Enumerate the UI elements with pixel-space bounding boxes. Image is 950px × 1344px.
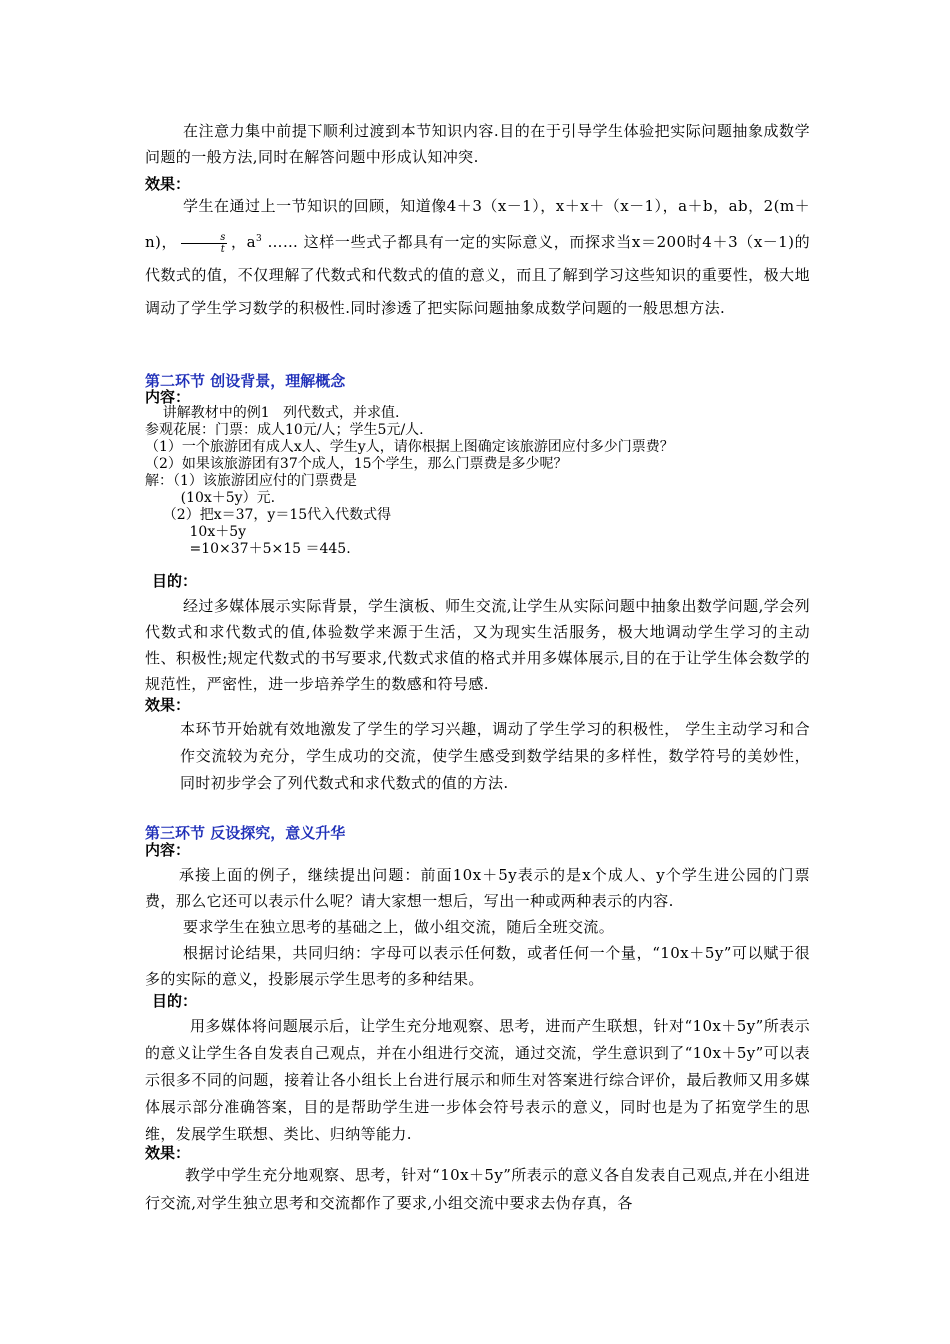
section2-content-label: 内容： bbox=[145, 388, 191, 406]
fraction-s-over-t bbox=[181, 232, 227, 255]
effect-label-1: 效果： bbox=[145, 175, 191, 193]
section2-purpose-paragraph: 经过多媒体展示实际背景，学生演板、师生交流,让学生从实际问题中抽象出数学问题,学会列代数式和求代数式的值,体验数学来源于生活，又为现实生活服务，极大地调动学生学习的主动性、积极性;规定代数式的书写要求,代数式求值的格式并用多媒体展示,目的在于让学生体会数学的规范性，严密性，进一步培养学生的数感和符号感. bbox=[145, 597, 810, 693]
section3-content-p2: 要求学生在独立思考的基础之上，做小组交流，随后全班交流。 bbox=[183, 918, 615, 936]
section3-title: 第三环节 反设探究，意义升华 bbox=[145, 824, 346, 842]
example-line-0: 讲解教材中的例1 列代数式，并求值. bbox=[145, 405, 400, 421]
fraction-denominator: t bbox=[220, 243, 226, 255]
exponent: 3 bbox=[255, 234, 263, 244]
section3-content-p1: 承接上面的例子，继续提出问题：前面10x＋5y表示的是x个成人、y个学生进公园的门票费，那么它还可以表示什么呢？请大家想一想后，写出一种或两种表示的内容. bbox=[145, 866, 810, 910]
section2-effect-paragraph: 本环节开始就有效地激发了学生的学习兴趣，调动了学生学习的积极性， 学生主动学习和合作交流较为充分，学生成功的交流，使学生感受到数学结果的多样性，数学符号的美妙性，同时初步学会了列代数式和求代数式的值的方法. bbox=[180, 720, 810, 792]
example-line-1: 参观花展：门票：成人10元/人；学生5元/人. bbox=[145, 422, 424, 438]
intro-text: 在注意力集中前提下顺利过渡到本节知识内容.目的在于引导学生体验把实际问题抽象成数学问题的一般方法,同时在解答问题中形成认知冲突. bbox=[145, 122, 810, 166]
example-line-8: =10×37＋5×15 ＝445. bbox=[145, 541, 351, 557]
example-line-5: (10x＋5y）元. bbox=[145, 490, 276, 506]
section3-content-p3: 根据讨论结果，共同归纳：字母可以表示任何数，或者任何一个量，“10x＋5y”可以赋于很多的实际的意义，投影展示学生思考的多种结果。 bbox=[145, 944, 810, 988]
example-line-4: 解：（1）该旅游团应付的门票费是 bbox=[145, 473, 357, 489]
example-line-7: 10x＋5y bbox=[145, 524, 247, 540]
section3-purpose-label: 目的： bbox=[152, 992, 198, 1010]
section3-effect-paragraph: 教学中学生充分地观察、思考，针对“10x＋5y”所表示的意义各自发表自己观点,并在小组进行交流,对学生独立思考和交流都作了要求,小组交流中要求去伪存真，各 bbox=[145, 1166, 810, 1212]
section3-content-label: 内容： bbox=[145, 841, 191, 859]
effect-text-b: ，a bbox=[230, 233, 256, 251]
effect-text-a: 学生在通过上一节知识的回顾，知道像4＋3（x－1），x＋x＋（x－1），a＋b，ab，2(m＋n)， bbox=[145, 197, 810, 251]
section3-purpose-paragraph: 用多媒体将问题展示后，让学生充分地观察、思考，进而产生联想，针对“10x＋5y”所表示的意义让学生各自发表自己观点，并在小组进行交流，通过交流，学生意识到了“10x＋5y”可以表示很多不同的问题，接着让各小组长上台进行展示和师生对答案进行综合评价，最后教师又用多媒体展示部分准确答案，目的是帮助学生进一步体会符号表示的意义，同时也是为了拓宽学生的思维，发展学生联想、类比、归纳等能力. bbox=[145, 1017, 810, 1143]
section2-effect-label: 效果： bbox=[145, 696, 191, 714]
intro-paragraph bbox=[145, 118, 810, 170]
fraction-numerator: s bbox=[181, 232, 227, 244]
effect-paragraph-1 bbox=[145, 190, 810, 325]
section3-effect-label: 效果： bbox=[145, 1144, 191, 1162]
section2-purpose-label: 目的： bbox=[152, 572, 198, 590]
example-line-3: （2）如果该旅游团有37个成人，15个学生，那么门票费是多少呢？ bbox=[145, 456, 568, 472]
section2-title: 第二环节 创设背景，理解概念 bbox=[145, 372, 346, 390]
example-line-2: （1）一个旅游团有成人x人、学生y人，请你根据上图确定该旅游团应付多少门票费？ bbox=[145, 439, 674, 455]
effect-text-c: …… 这样一些式子都具有一定的实际意义，而探求当x＝200时4＋3（x－1)的代数式的值，不仅理解了代数式和代数式的值的意义，而且了解到学习这些知识的重要性，极大地调动了学生学习数学的积极性.同时渗透了把实际问题抽象成数学问题的一般思想方法. bbox=[145, 233, 810, 317]
example-line-6: （2）把x＝37，y＝15代入代数式得 bbox=[145, 507, 392, 523]
